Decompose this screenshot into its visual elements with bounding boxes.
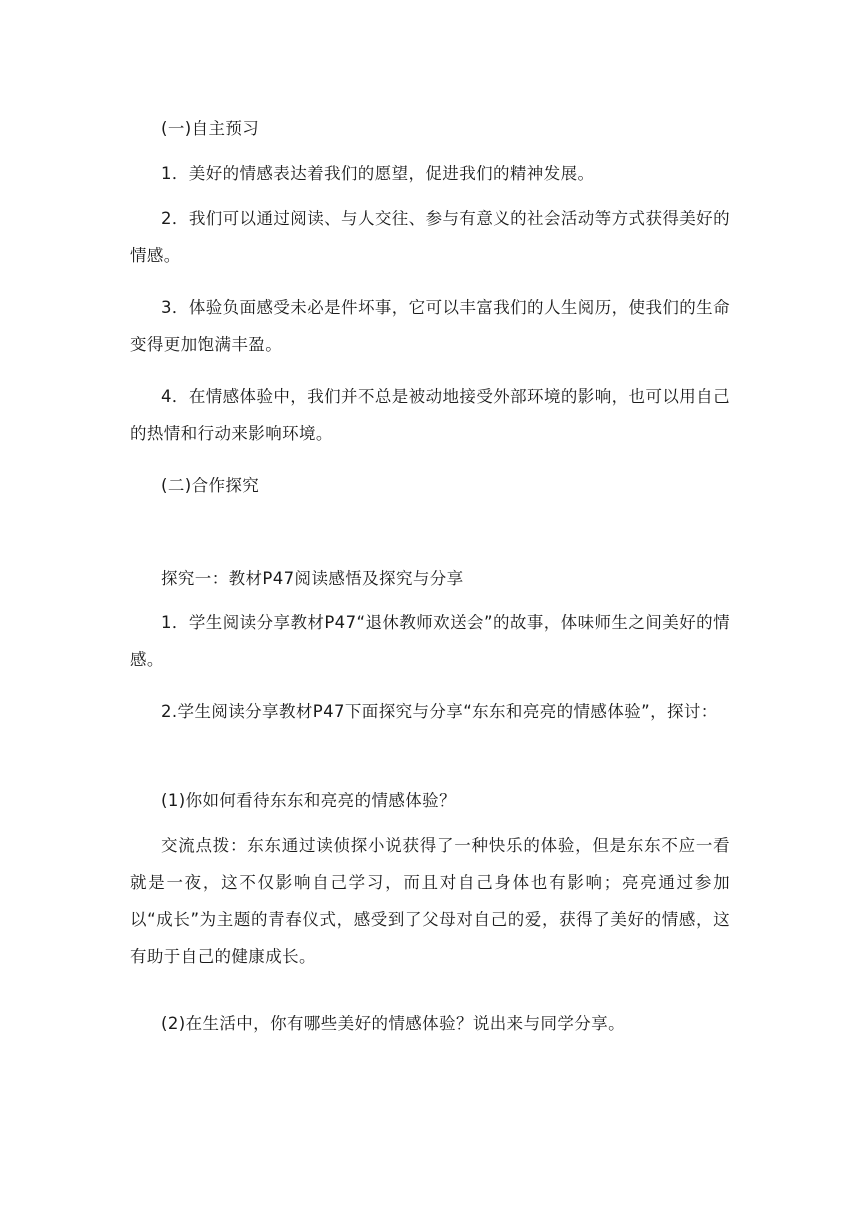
paragraph-item-2: 2．我们可以通过阅读、与人交往、参与有意义的社会活动等方式获得美好的情感。 bbox=[130, 209, 730, 265]
inquiry-one-heading: 探究一：教材P47阅读感悟及探究与分享 bbox=[161, 569, 464, 588]
paragraph-item-4: 4．在情感体验中，我们并不总是被动地接受外部环境的影响，也可以用自己的热情和行动来影响环境。 bbox=[130, 387, 730, 443]
section-heading-cooperative-inquiry: (二)合作探究 bbox=[161, 476, 260, 495]
paragraph-item-1: 1．美好的情感表达着我们的愿望，促进我们的精神发展。 bbox=[161, 164, 595, 183]
discussion-guidance: 交流点拨：东东通过读侦探小说获得了一种快乐的体验，但是东东不应一看就是一夜，这不仅影响自己学习，而且对自己身体也有影响；亮亮通过参加以“成长”为主题的青春仪式，感受到了父母对自己的爱，获得了美好的情感，这有助于自己的健康成长。 bbox=[130, 836, 730, 966]
paragraph-item-3: 3．体验负面感受未必是件坏事，它可以丰富我们的人生阅历，使我们的生命变得更加饱满丰盈。 bbox=[130, 298, 730, 354]
inquiry-item-2: 2.学生阅读分享教材P47下面探究与分享“东东和亮亮的情感体验”，探讨： bbox=[161, 702, 718, 721]
inquiry-item-1: 1．学生阅读分享教材P47“退休教师欢送会”的故事，体味师生之间美好的情感。 bbox=[130, 613, 730, 669]
section-heading-self-study: (一)自主预习 bbox=[161, 119, 260, 138]
question-2: (2)在生活中，你有哪些美好的情感体验？说出来与同学分享。 bbox=[161, 1014, 625, 1033]
question-1: (1)你如何看待东东和亮亮的情感体验？ bbox=[161, 791, 456, 810]
